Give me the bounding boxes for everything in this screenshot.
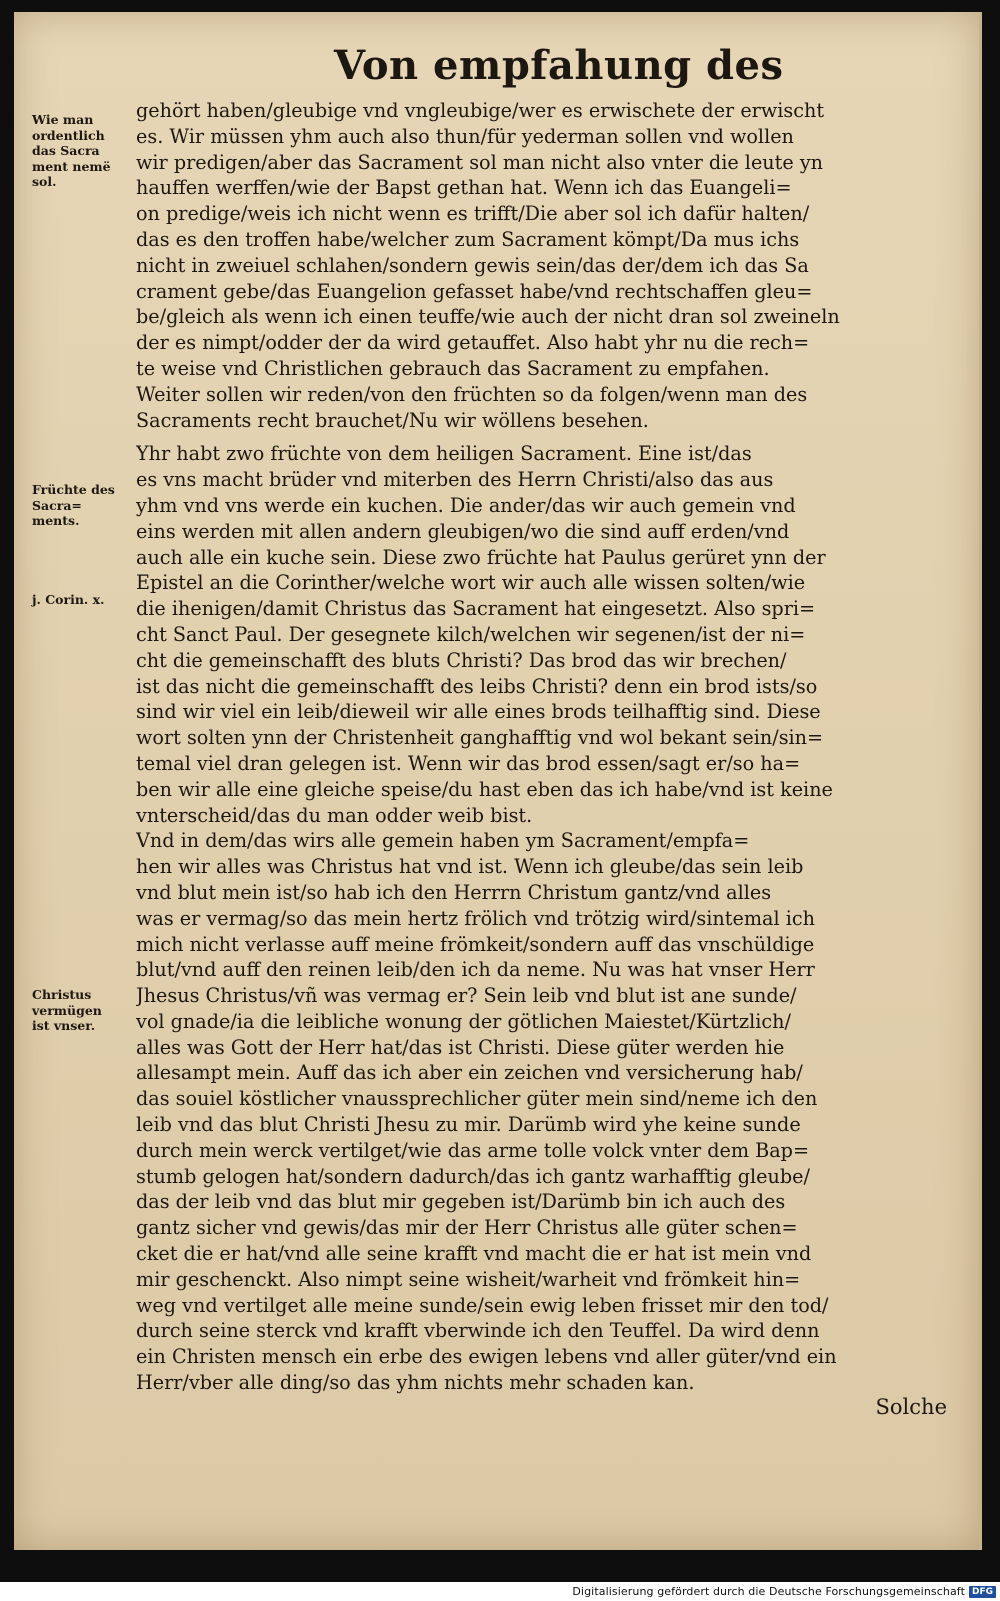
text-line: mich nicht verlasse auff meine frömkeit/sondern auff das vnschüldige (136, 932, 815, 956)
text-line: das der leib vnd das blut mir gegeben ist/Darümb bin ich auch des (136, 1190, 786, 1214)
text-line: yhm vnd vns werde ein kuchen. Die ander/das wir auch gemein vnd (136, 493, 796, 517)
text-line: ein Christen mensch ein erbe des ewigen lebens vnd aller güter/vnd ein (136, 1345, 837, 1369)
margin-note (32, 987, 142, 1034)
text-line: es vns macht brüder vnd miterben des Herrn Christi/also das aus (136, 468, 774, 492)
text-line: gantz sicher vnd gewis/das mir der Herr Christus alle güter schen= (136, 1216, 798, 1240)
text-line: das souiel köstlicher vnaussprechlicher güter mein sind/neme ich den (136, 1087, 818, 1111)
text-line: be/gleich als wenn ich einen teuffe/wie auch der nicht dran sol zweineln (136, 305, 840, 329)
margin-note-line: ordentlich (32, 127, 105, 143)
running-head: Von empfahung des (334, 42, 784, 89)
text-line: Epistel an die Corinther/welche wort wir auch alle wissen solten/wie (136, 571, 806, 595)
footer-bar (0, 1582, 1000, 1601)
text-line: hen wir alles was Christus hat vnd ist. Wenn ich gleube/das sein leib (136, 855, 804, 879)
text-line: allesampt mein. Auff das ich aber ein zeichen vnd versicherung hab/ (136, 1061, 803, 1085)
text-line: vnterscheid/das du man odder weib bist. (136, 803, 533, 827)
text-line: vnd blut mein ist/so hab ich den Herrrn Christum gantz/vnd alles (136, 880, 772, 904)
text-line: blut/vnd auff den reinen leib/den ich da neme. Nu was hat vnser Herr (136, 958, 815, 982)
text-line: sind wir viel ein leib/dieweil wir alle eines brods teilhafftig sind. Diese (136, 700, 821, 724)
text-line: te weise vnd Christlichen gebrauch das Sacrament zu empfahen. (136, 356, 770, 380)
text-line: cht Sanct Paul. Der gesegnete kilch/welchen wir segenen/ist der ni= (136, 622, 806, 646)
text-line: Yhr habt zwo früchte von dem heiligen Sacrament. Eine ist/das (136, 442, 752, 466)
text-line: hauffen werffen/wie der Bapst gethan hat. Wenn ich das Euangeli= (136, 176, 792, 200)
text-line: nicht in zweiuel schlahen/sondern gewis sein/das der/dem ich das Sa (136, 253, 809, 277)
text-line: durch mein werck vertilget/wie das arme tolle volck vnter dem Bap= (136, 1138, 810, 1162)
margin-note (32, 482, 142, 529)
margin-note-line: Sacra= (32, 497, 82, 513)
text-line: Sacraments recht brauchet/Nu wir wöllens besehen. (136, 408, 649, 432)
text-line: mir geschenckt. Also nimpt seine wisheit/warheit vnd frömkeit hin= (136, 1267, 801, 1291)
text-line: was er vermag/so das mein hertz frölich vnd trötzig wird/sintemal ich (136, 906, 815, 930)
text-line: alles was Gott der Herr hat/das ist Christi. Diese güter werden hie (136, 1035, 785, 1059)
text-line: gehört haben/gleubige vnd vngleubige/wer es erwischete der erwischt (136, 99, 825, 122)
catchword: Solche (875, 1395, 947, 1419)
margin-note (32, 592, 142, 608)
book-page (14, 12, 982, 1550)
margin-note-line: ments. (32, 513, 80, 528)
paragraph-gap (136, 433, 966, 441)
text-line: eins werden mit allen andern gleubigen/wo die sind auff erden/vnd (136, 519, 790, 543)
margin-note-line: vermügen (32, 1002, 102, 1018)
text-line: cht die gemeinschafft des bluts Christi? Das brod das wir brechen/ (136, 648, 787, 672)
text-line: weg vnd vertilget alle meine sunde/sein ewig leben frisset mir den tod/ (136, 1293, 829, 1317)
margin-note-line: Christus (32, 987, 92, 1002)
text-line: stumb gelogen hat/sondern dadurch/das ich gantz warhafftig gleube/ (136, 1164, 810, 1188)
text-line: cket die er hat/vnd alle seine krafft vnd macht die er hat ist mein vnd (136, 1242, 812, 1266)
body-text (136, 98, 966, 1396)
text-line: on predige/weis ich nicht wenn es trifft/Die aber sol ich dafür halten/ (136, 202, 810, 226)
text-line: das es den troffen habe/welcher zum Sacrament kömpt/Da mus ichs (136, 227, 800, 251)
funding-credit: Digitalisierung gefördert durch die Deutsche Forschungsgemeinschaft (572, 1585, 965, 1598)
dfg-logo: DFG (969, 1586, 996, 1598)
text-line: wort solten ynn der Christenheit ganghafftig vnd wol bekant sein/sin= (136, 726, 824, 750)
text-line: durch seine sterck vnd krafft vberwinde ich den Teuffel. Da wird denn (136, 1319, 820, 1343)
text-line: crament gebe/das Euangelion gefasset habe/vnd rechtschaffen gleu= (136, 279, 813, 303)
text-line: Herr/vber alle ding/so das yhm nichts mehr schaden kan. (136, 1371, 695, 1395)
text-line: es. Wir müssen yhm auch also thun/für yederman sollen vnd wollen (136, 124, 794, 148)
text-line: wir predigen/aber das Sacrament sol man nicht also vnter die leute yn (136, 150, 824, 174)
text-line: Weiter sollen wir reden/von den früchten so da folgen/wenn man des (136, 382, 808, 406)
text-line: Vnd in dem/das wirs alle gemein haben ym Sacrament/empfa= (136, 829, 750, 853)
margin-note-line: Wie man (32, 112, 94, 127)
margin-note-line: das Sacra (32, 143, 100, 158)
margin-note-line: ment nemë (32, 158, 111, 174)
text-line: auch alle ein kuche sein. Diese zwo früchte hat Paulus gerüret ynn der (136, 545, 826, 569)
text-line: ist das nicht die gemeinschafft des leibs Christi? denn ein brod ists/so (136, 674, 818, 698)
margin-note-line: sol. (32, 174, 57, 189)
margin-note-line: ist vnser. (32, 1018, 96, 1033)
text-line: der es nimpt/odder der da wird getauffet. Also habt yhr nu die rech= (136, 331, 810, 355)
margin-note-line: j. Corin. x. (32, 592, 105, 607)
text-line: leib vnd das blut Christi Jhesu zu mir. Darümb wird yhe keine sunde (136, 1113, 801, 1137)
text-line: Jhesus Christus/vñ was vermag er? Sein leib vnd blut ist ane sunde/ (136, 984, 797, 1008)
text-line: vol gnade/ia die leibliche wonung der götlichen Maiestet/Kürtzlich/ (136, 1009, 791, 1033)
text-line: temal viel dran gelegen ist. Wenn wir das brod essen/sagt er/so ha= (136, 751, 801, 775)
margin-note-line: Früchte des (32, 482, 115, 497)
text-line: ben wir alle eine gleiche speise/du hast eben das ich habe/vnd ist keine (136, 777, 833, 801)
margin-note (32, 112, 142, 190)
text-line: die ihenigen/damit Christus das Sacrament hat eingesetzt. Also spri= (136, 597, 816, 621)
